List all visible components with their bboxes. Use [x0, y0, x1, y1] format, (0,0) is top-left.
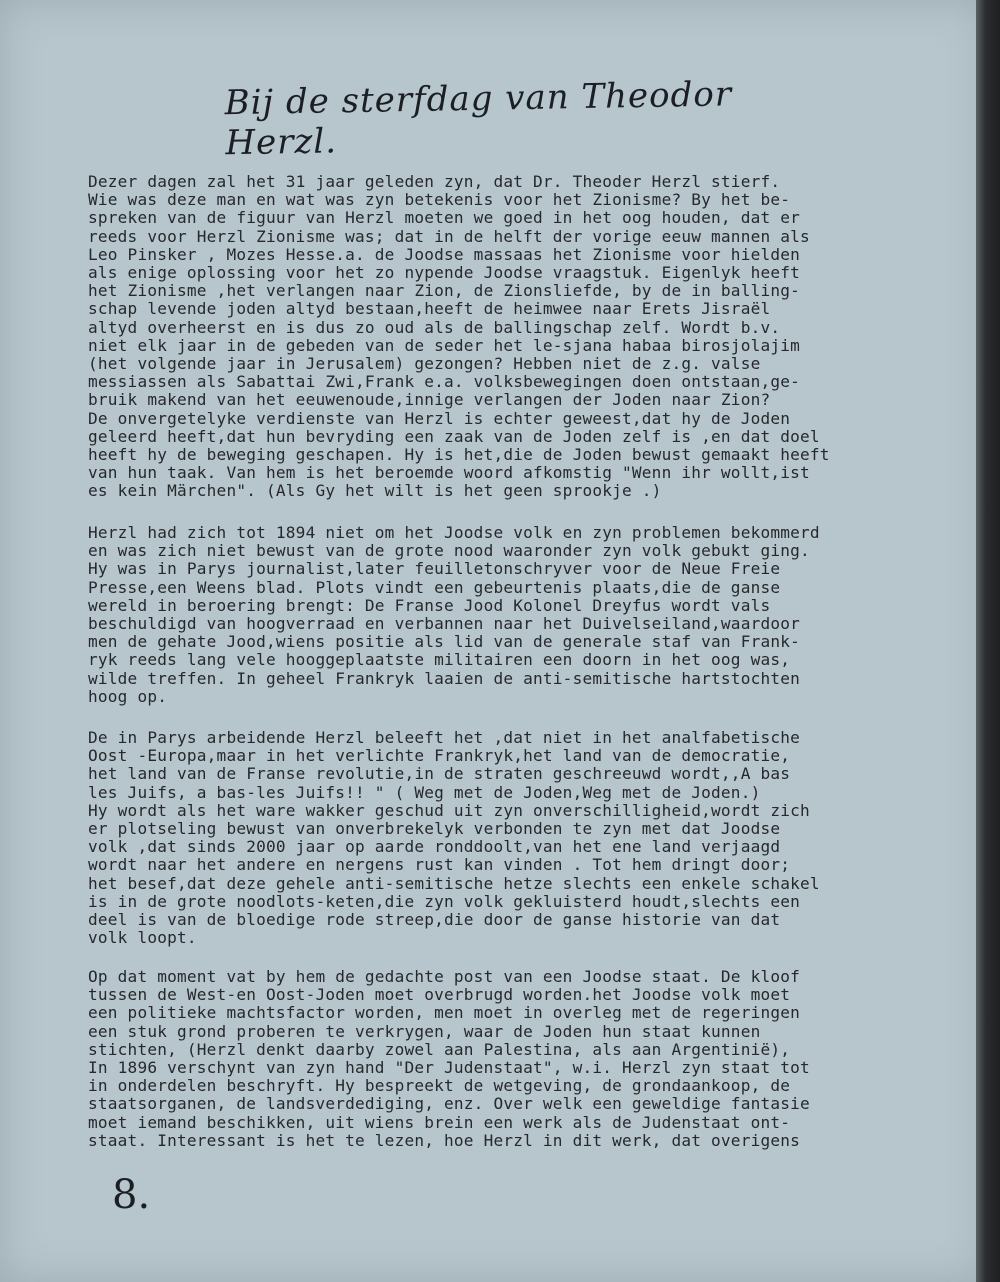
text-line: beschuldigd van hoogverraad en verbannen naar het Duivelseiland,waardoor	[88, 614, 801, 634]
text-line: hoog op.	[88, 686, 168, 706]
page-number: 8.	[112, 1172, 151, 1218]
text-line: staatsorganen, de landsverdediging, enz. Over welk een geweldige fantasie	[88, 1094, 810, 1114]
handwritten-title: Bij de sterfdag van Theodor Herzl.	[224, 74, 733, 164]
text-line: altyd overheerst en is dus zo oud als de ballingschap zelf. Wordt b.v.	[88, 317, 781, 337]
text-line: Presse,een Weens blad. Plots vindt een gebeurtenis plaats,die de ganse	[88, 577, 781, 597]
text-line: moet iemand beschikken, uit wiens brein een werk als de Judenstaat ont-	[88, 1112, 791, 1132]
text-line: volk ,dat sinds 2000 jaar op aarde ronddoolt,van het ene land verjaagd	[88, 837, 781, 857]
text-line: Op dat moment vat by hem de gedachte post van een Joodse staat. De kloof	[88, 967, 801, 986]
text-line: volk loopt.	[88, 928, 197, 948]
text-line: als enige oplossing voor het zo nypende Joodse vraagstuk. Eigenlyk heeft	[88, 263, 801, 283]
text-line: een politieke machtsfactor worden, men moet in overleg met de regeringen	[88, 1003, 801, 1023]
text-line: deel is van de bloedige rode streep,die door de ganse historie van dat	[88, 910, 781, 930]
text-line: Oost -Europa,maar in het verlichte Frankryk,het land van de democratie,	[88, 746, 791, 766]
paragraph-3	[88, 729, 820, 947]
text-line: het Zionisme ,het verlangen naar Zion, de Zionsliefde, by de in balling-	[88, 281, 801, 301]
text-line: messiassen als Sabattai Zwi,Frank e.a. volksbewegingen doen ontstaan,ge-	[88, 372, 801, 392]
text-line: stichten, (Herzl denkt daarby zowel aan Palestina, als aan Argentinië),	[88, 1039, 791, 1059]
text-line: (het volgende jaar in Jerusalem) gezongen? Hebben niet de z.g. valse	[88, 354, 761, 374]
text-line: schap levende joden altyd bestaan,heeft de heimwee naar Erets Jisraël	[88, 299, 771, 319]
text-line: er plotseling bewust van onverbrekelyk verbonden te zyn met dat Joodse	[88, 819, 781, 839]
text-line: wereld in beroering brengt: De Franse Jood Kolonel Dreyfus wordt vals	[88, 595, 771, 615]
paragraph-4	[88, 968, 810, 1150]
text-line: reeds voor Herzl Zionisme was; dat in de helft der vorige eeuw mannen als	[88, 226, 810, 246]
binding-edge	[976, 0, 1000, 1282]
text-line: wilde treffen. In geheel Frankryk laaien de anti-semitische hartstochten	[88, 668, 801, 688]
text-line: Wie was deze man en wat was zyn betekenis voor het Zionisme? By het be-	[88, 190, 791, 210]
text-line: niet elk jaar in de gebeden van de seder het le-sjana habaa birosjolajim	[88, 335, 801, 355]
text-line: Herzl had zich tot 1894 niet om het Joodse volk en zyn problemen bekommerd	[88, 523, 820, 542]
text-line: een stuk grond proberen te verkrygen, waar de Joden hun staat kunnen	[88, 1021, 761, 1041]
text-line: es kein Märchen". (Als Gy het wilt is het geen sprookje .)	[88, 481, 662, 501]
text-line: les Juifs, a bas-les Juifs!! " ( Weg met de Joden,Weg met de Joden.)	[88, 782, 761, 802]
text-line: De onvergetelyke verdienste van Herzl is echter geweest,dat hy de Joden	[88, 408, 791, 428]
text-line: van hun taak. Van hem is het beroemde woord afkomstig "Wenn ihr wollt,ist	[88, 463, 810, 483]
text-line: bruik makend van het eeuwenoude,innige verlangen der Joden naar Zion?	[88, 390, 771, 410]
text-line: Hy wordt als het ware wakker geschud uit zyn onverschilligheid,wordt zich	[88, 800, 810, 820]
paragraph-1	[88, 173, 830, 501]
text-line: Dezer dagen zal het 31 jaar geleden zyn, dat Dr. Theoder Herzl stierf.	[88, 172, 781, 191]
text-line: het besef,dat deze gehele anti-semitische hetze slechts een enkele schakel	[88, 873, 820, 893]
text-line: en was zich niet bewust van de grote nood waaronder zyn volk gebukt ging.	[88, 541, 810, 561]
text-line: spreken van de figuur van Herzl moeten we goed in het oog houden, dat er	[88, 208, 801, 228]
text-line: men de gehate Jood,wiens positie als lid van de generale staf van Frank-	[88, 632, 801, 652]
paragraph-2	[88, 524, 820, 706]
text-line: wordt naar het andere en nergens rust kan vinden . Tot hem dringt door;	[88, 855, 791, 875]
text-line: is in de grote noodlots-keten,die zyn volk gekluisterd houdt,slechts een	[88, 891, 801, 911]
text-line: Leo Pinsker , Mozes Hesse.a. de Joodse massaas het Zionisme voor hielden	[88, 244, 801, 264]
text-line: ryk reeds lang vele hooggeplaatste militairen een doorn in het oog was,	[88, 650, 791, 670]
text-line: In 1896 verschynt van zyn hand "Der Judenstaat", w.i. Herzl zyn staat tot	[88, 1058, 810, 1078]
text-line: heeft hy de beweging geschapen. Hy is het,die de Joden bewust gemaakt heeft	[88, 445, 830, 465]
text-line: staat. Interessant is het te lezen, hoe Herzl in dit werk, dat overigens	[88, 1130, 801, 1150]
text-line: tussen de West-en Oost-Joden moet overbrugd worden.het Joodse volk moet	[88, 985, 791, 1005]
text-line: in onderdelen beschryft. Hy bespreekt de wetgeving, de grondaankoop, de	[88, 1076, 791, 1096]
text-line: het land van de Franse revolutie,in de straten geschreeuwd wordt,,A bas	[88, 764, 791, 784]
text-line: geleerd heeft,dat hun bevryding een zaak van de Joden zelf is ,en dat doel	[88, 426, 820, 446]
text-line: De in Parys arbeidende Herzl beleeft het ,dat niet in het analfabetische	[88, 728, 801, 747]
text-line: Hy was in Parys journalist,later feuilletonschryver voor de Neue Freie	[88, 559, 781, 579]
